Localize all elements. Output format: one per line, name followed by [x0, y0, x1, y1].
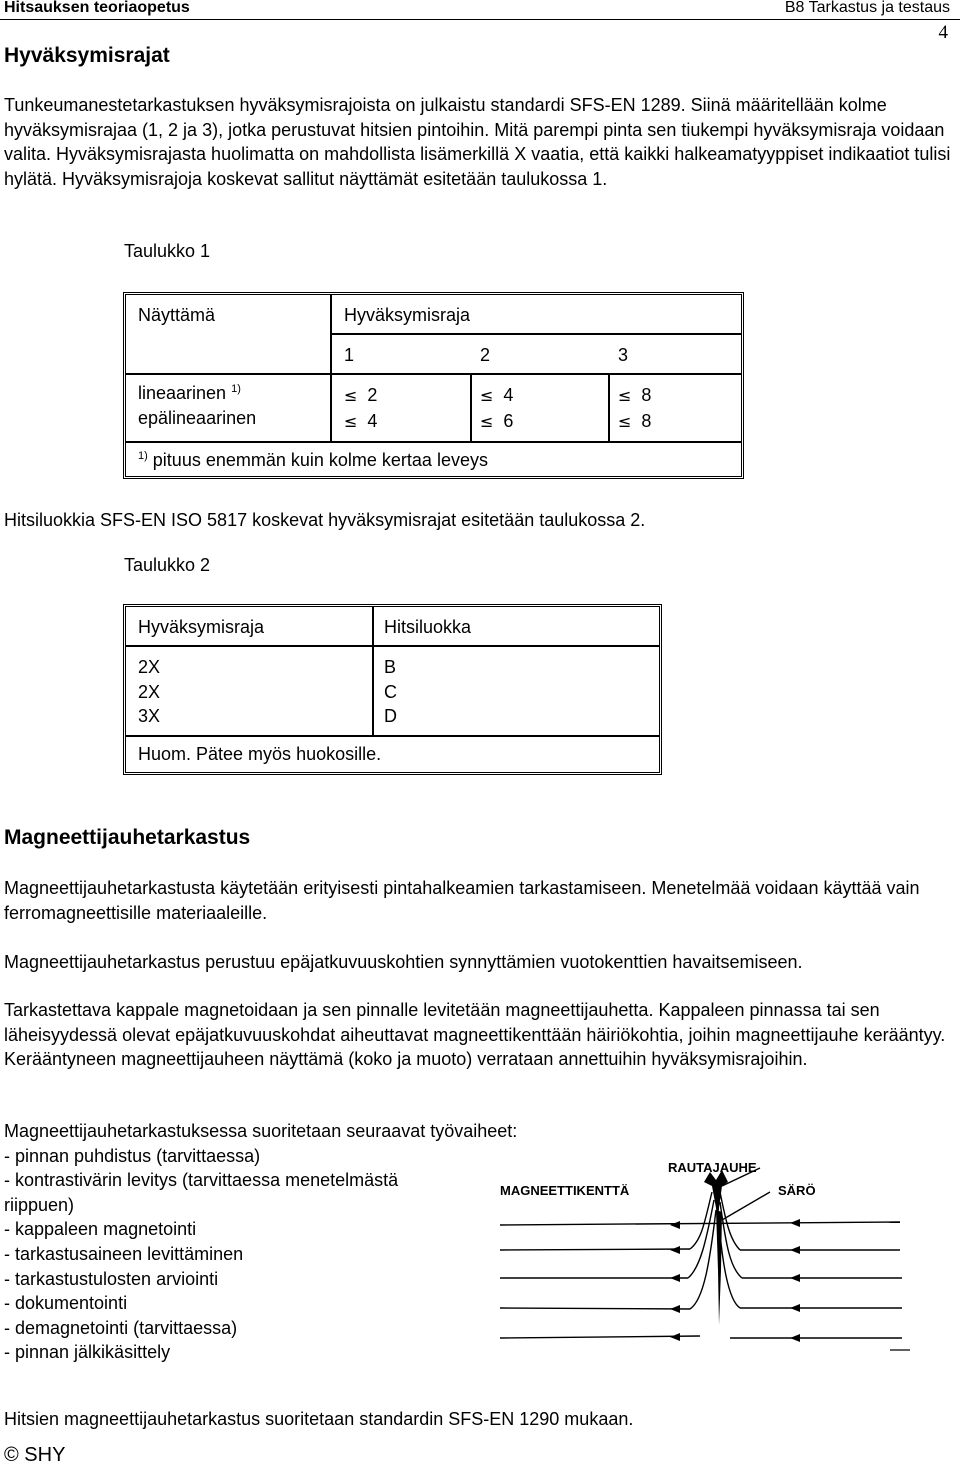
table2-raja: 2X [138, 657, 161, 677]
table1-row-label-lineaarinen: lineaarinen $^{1)}$ [138, 383, 241, 403]
field-line-bent [688, 1200, 714, 1278]
table2-luokka: C [384, 682, 397, 702]
work-step: - dokumentointi [4, 1293, 128, 1314]
label-magneettikentta: MAGNEETTIKENTTÄ [500, 1183, 630, 1198]
table1-level-3: 3 [618, 345, 629, 365]
field-arrow [790, 1334, 800, 1342]
table1-level-2: 2 [480, 345, 491, 365]
section-title-magnetic-particle: Magneettijauhetarkastus [4, 826, 251, 849]
table1-value: ≤ 6 [480, 411, 514, 431]
page-number: 4 [938, 22, 948, 43]
field-arrow [790, 1246, 800, 1254]
work-step: - kappaleen magnetointi [4, 1219, 197, 1240]
field-line [500, 1308, 690, 1309]
table2-luokka: D [384, 706, 397, 726]
powder-accumulation [704, 1170, 728, 1230]
table1-level-1: 1 [344, 345, 355, 365]
table1-value: ≤ 4 [344, 411, 378, 431]
work-steps-intro: Magneettijauhetarkastuksessa suoritetaan seuraavat työvaiheet: [4, 1121, 518, 1141]
field-arrow [790, 1219, 800, 1227]
magnetic-field-crack-diagram [490, 1150, 930, 1365]
table2-raja: 2X [138, 682, 161, 702]
work-step: - tarkastusaineen levittäminen [4, 1243, 244, 1264]
intro-paragraph: Tunkeumanestetarkastuksen hyväksymisrajoista on julkaistu standardi SFS-EN 1289. Siinä määritellään kolme hyväksymisrajaa (1, 2 ja 3), jotka perustuvat hitsien pintoihin. Mitä parempi pinta sen tiukempi hyväksymisraja voidaan valita. Hyväksymisrajasta huolimatta on mahdollista lisämerkillä X vaatia, että kaikki halkeamatyyppiset indikaatiot tulisi hylätä. Hyväksymisrajoja koskevat sallitut näyttämät esitetään taulukossa 1. [4, 95, 951, 189]
label-rautajauhe: RAUTAJAUHE [668, 1160, 757, 1175]
field-arrow [670, 1333, 680, 1341]
work-step: - kontrastivärin levitys (tarvittaessa menetelmästä [4, 1170, 399, 1191]
header-course-title: Hitsauksen teoriaopetus [4, 0, 190, 16]
field-line-bent [720, 1202, 742, 1278]
table1-caption: Taulukko 1 [124, 241, 211, 261]
field-arrow [670, 1221, 680, 1229]
table2-note: Huom. Pätee myös huokosille. [138, 744, 382, 764]
table1-col-rule-2 [470, 373, 472, 441]
table2-luokka: B [384, 657, 397, 677]
table1-footnote: $^{1)}$ pituus enemmän kuin kolme kertaa leveys [138, 450, 488, 470]
crack-leader-line [722, 1192, 770, 1220]
work-steps-list [4, 1119, 517, 1365]
table2-vertical-rule [372, 607, 374, 735]
table2-caption: Taulukko 2 [124, 555, 211, 575]
table2-raja: 3X [138, 706, 161, 726]
table1-header-naytta: Näyttämä [138, 305, 216, 325]
section-title-acceptance-limits: Hyväksymisrajat [4, 44, 170, 67]
between-tables-text: Hitsiluokkia SFS-EN ISO 5817 koskevat hyväksymisrajat esitetään taulukossa 2. [4, 510, 646, 530]
table1-footnote-rule [126, 441, 742, 443]
table2 [123, 604, 662, 775]
table2-note-rule [126, 735, 660, 737]
table1 [123, 292, 744, 479]
field-arrow [670, 1274, 680, 1282]
work-step: - demagnetointi (tarvittaessa) [4, 1317, 238, 1338]
table1-value: ≤ 8 [618, 411, 652, 431]
table1-vertical-rule [330, 295, 332, 441]
mp-paragraph-3: Tarkastettava kappale magnetoidaan ja sen pinnalle levitetään magneettijauhetta. Kappaleen pinnassa tai sen läheisyydessä olevat epäjatkuvuuskohdat aiheuttavat magneettikenttään häiriökohtia, joihin magneettijauhe kerääntyy. Kerääntyneen magneettijauheen näyttämä (koko ja muoto) verrataan annettuihin hyväksymisrajoihin. [4, 1000, 946, 1070]
field-line-bent [690, 1192, 712, 1249]
mp-paragraph-2: Magneettijauhetarkastus perustuu epäjatkuvuuskohtien synnyttämien vuotokenttien havaitsemiseen. [4, 952, 803, 972]
work-step: - pinnan puhdistus (tarvittaessa) [4, 1145, 261, 1166]
field-line [500, 1222, 900, 1225]
header-chapter-title: B8 Tarkastus ja testaus [784, 0, 950, 16]
work-step: - tarkastustulosten arviointi [4, 1268, 219, 1289]
field-arrow [790, 1304, 800, 1312]
work-step: riippuen) [4, 1194, 75, 1215]
field-arrow [670, 1246, 680, 1254]
table1-header-hyvaksymisraja: Hyväksymisraja [344, 305, 471, 325]
copyright-notice: © SHY [4, 1444, 66, 1466]
mp-paragraph-1: Magneettijauhetarkastusta käytetään erityisesti pintahalkeamien tarkastamiseen. Menetelmää voidaan käyttää vain ferromagneettisille materiaaleille. [4, 878, 920, 923]
table1-col-rule-3 [608, 373, 610, 441]
label-saro: SÄRÖ [778, 1183, 816, 1198]
crack-shape [716, 1210, 722, 1325]
work-step: - pinnan jälkikäsittely [4, 1342, 171, 1363]
page-header [0, 0, 960, 20]
table2-header-hyvaksymisraja: Hyväksymisraja [138, 617, 265, 637]
table1-row-rule [126, 373, 742, 375]
table2-header-hitsiluokka: Hitsiluokka [384, 617, 472, 637]
table2-header-rule [126, 645, 660, 647]
field-line [500, 1249, 690, 1250]
table1-value: ≤ 2 [344, 385, 378, 405]
table1-value: ≤ 8 [618, 385, 652, 405]
closing-sentence: Hitsien magneettijauhetarkastus suoritetaan standardin SFS-EN 1290 mukaan. [4, 1409, 634, 1429]
table1-row-label-epalineaarinen: epälineaarinen [138, 408, 257, 428]
table1-horizontal-rule [330, 333, 742, 335]
field-arrow [670, 1305, 680, 1313]
table1-value: ≤ 4 [480, 385, 514, 405]
field-arrow [790, 1274, 800, 1282]
